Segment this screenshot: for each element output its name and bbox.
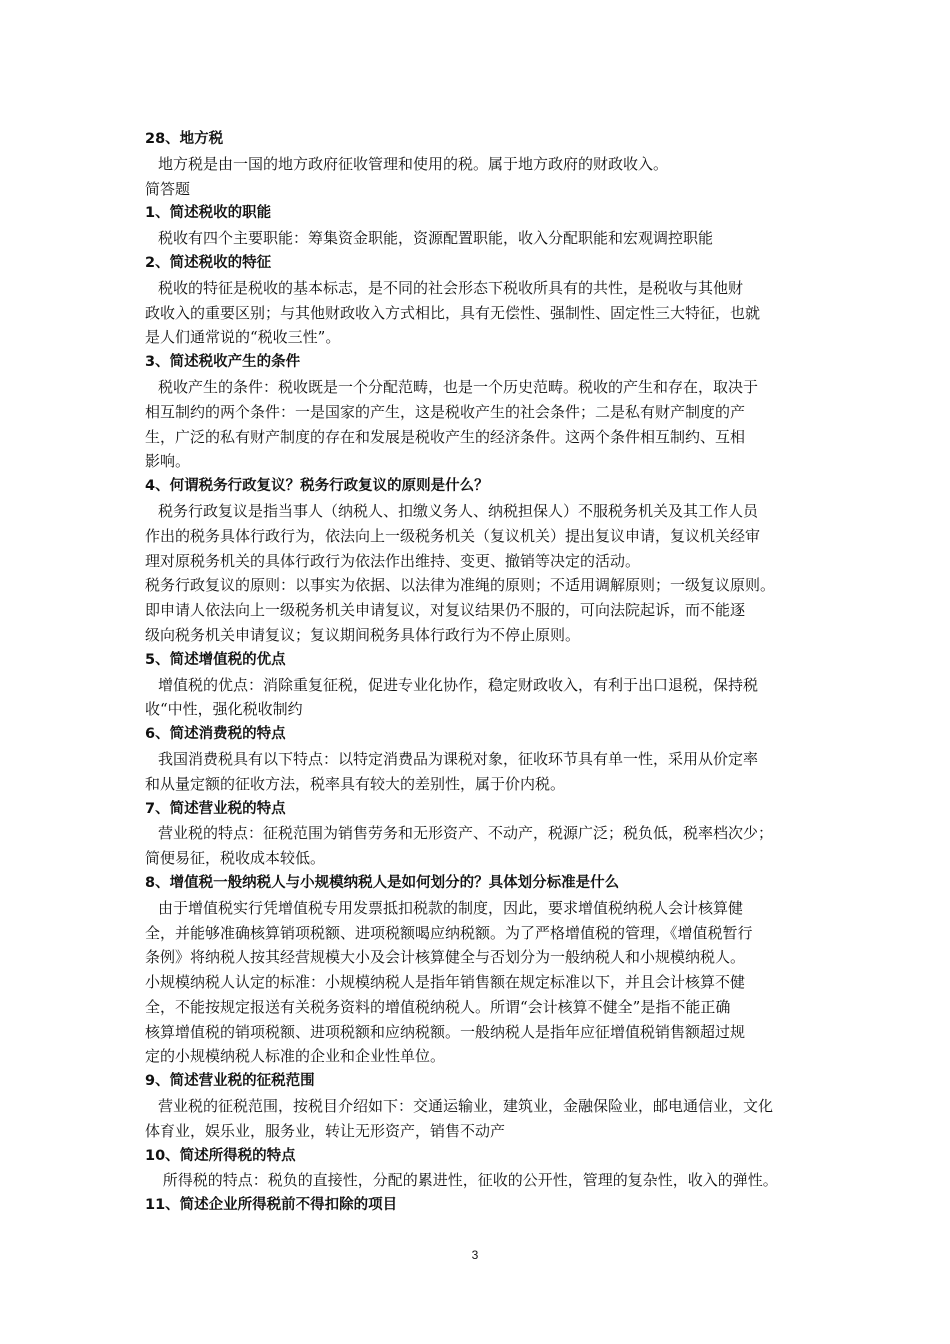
section-heading: 3、简述税收产生的条件 [145,354,301,371]
text-line: 相互制约的两个条件：一是国家的产生，这是税收产生的社会条件；二是私有财产制度的产 [145,402,746,421]
text-line: 体育业，娱乐业，服务业，转让无形资产，销售不动产 [145,1121,506,1140]
text-line: 小规模纳税人认定的标准：小规模纳税人是指年销售额在规定标准以下，并且会计核算不健 [145,973,746,992]
document-body [145,127,811,1218]
section-heading: 7、简述营业税的特点 [145,800,286,817]
text-line: 简便易征，税收成本较低。 [145,849,326,868]
text-line: 营业税的特点：征税范围为销售劳务和无形资产、不动产，税源广泛；税负低，税率档次少； [158,824,774,843]
text-line: 和从量定额的征收方法，税率具有较大的差别性，属于价内税。 [145,774,566,793]
section-heading: 9、简述营业税的征税范围 [145,1073,315,1090]
section-heading: 5、简述增值税的优点 [145,651,286,668]
section-heading: 4、何谓税务行政复议？税务行政复议的原则是什么？ [145,478,489,495]
text-line: 定的小规模纳税人标准的企业和企业性单位。 [145,1047,446,1066]
text-line: 是人们通常说的“税收三性”。 [145,328,341,347]
text-line: 税收产生的条件：税收既是一个分配范畴，也是一个历史范畴。税收的产生和存在，取决于 [158,377,759,396]
text-line: 条例》将纳税人按其经营规模大小及会计核算健全与否划分为一般纳税人和小规模纳税人。 [145,948,746,967]
text-line: 生，广泛的私有财产制度的存在和发展是税收产生的经济条件。这两个条件相互制约、互相 [145,427,746,446]
text-line: 收“中性，强化税收制约 [145,700,303,719]
text-line: 理对原税务机关的具体行政行为依法作出维持、变更、撤销等决定的活动。 [145,551,641,570]
text-line: 地方税是由一国的地方政府征收管理和使用的税。属于地方政府的财政收入。 [158,154,669,173]
section-heading: 28、地方税 [145,131,224,147]
text-line: 级向税务机关申请复议；复议期间税务具体行政行为不停止原则。 [145,625,581,644]
text-line: 税务行政复议是指当事人（纳税人、扣缴义务人、纳税担保人）不服税务机关及其工作人员 [158,501,759,520]
text-line: 营业税的征税范围，按税目介绍如下：交通运输业，建筑业，金融保险业，邮电通信业，文化 [158,1097,774,1116]
section-heading: 10、简述所得税的特点 [145,1147,296,1164]
text-line: 税务行政复议的原则：以事实为依据、以法律为准绳的原则；不适用调解原则；一级复议原则。 [145,576,776,595]
text-line: 税收有四个主要职能：筹集资金职能，资源配置职能，收入分配职能和宏观调控职能 [158,229,714,248]
text-line: 所得税的特点：税负的直接性，分配的累进性，征收的公开性，管理的复杂性，收入的弹性。 [158,1171,778,1190]
text-line: 核算增值税的销项税额、进项税额和应纳税额。一般纳税人是指年应征增值税销售额超过规 [145,1022,746,1041]
text-line: 由于增值税实行凭增值税专用发票抵扣税款的制度，因此，要求增值税纳税人会计核算健 [158,898,744,917]
section-heading: 8、增值税一般纳税人与小规模纳税人是如何划分的？具体划分标准是什么 [145,874,620,891]
text-line: 简答题 [145,179,191,198]
section-heading: 6、简述消费税的特点 [145,726,286,743]
page-number: 3 [471,1248,479,1262]
text-line: 政收入的重要区别；与其他财政收入方式相比，具有无偿性、强制性、固定性三大特征，也就 [145,303,761,322]
section-heading: 11、简述企业所得税前不得扣除的项目 [145,1197,398,1214]
text-line: 全，不能按规定报送有关税务资料的增值税纳税人。所谓“会计核算不健全”是指不能正确 [145,997,731,1016]
text-line: 税收的特征是税收的基本标志，是不同的社会形态下税收所具有的共性，是税收与其他财 [158,278,744,297]
text-line: 即申请人依法向上一级税务机关申请复议，对复议结果仍不服的，可向法院起诉，而不能逐 [145,601,746,620]
text-line: 影响。 [145,452,191,471]
text-line: 作出的税务具体行政行为，依法向上一级税务机关（复议机关）提出复议申请，复议机关经审 [145,526,761,545]
text-line: 增值税的优点：消除重复征税，促进专业化协作，稳定财政收入，有利于出口退税，保持税 [158,675,759,694]
section-heading: 2、简述税收的特征 [145,254,272,271]
section-heading: 1、简述税收的职能 [145,205,272,222]
text-line: 我国消费税具有以下特点：以特定消费品为课税对象，征收环节具有单一性，采用从价定率 [158,749,759,768]
text-line: 全，并能够准确核算销项税额、进项税额喝应纳税额。为了严格增值税的管理，《增值税暂行 [145,923,753,942]
